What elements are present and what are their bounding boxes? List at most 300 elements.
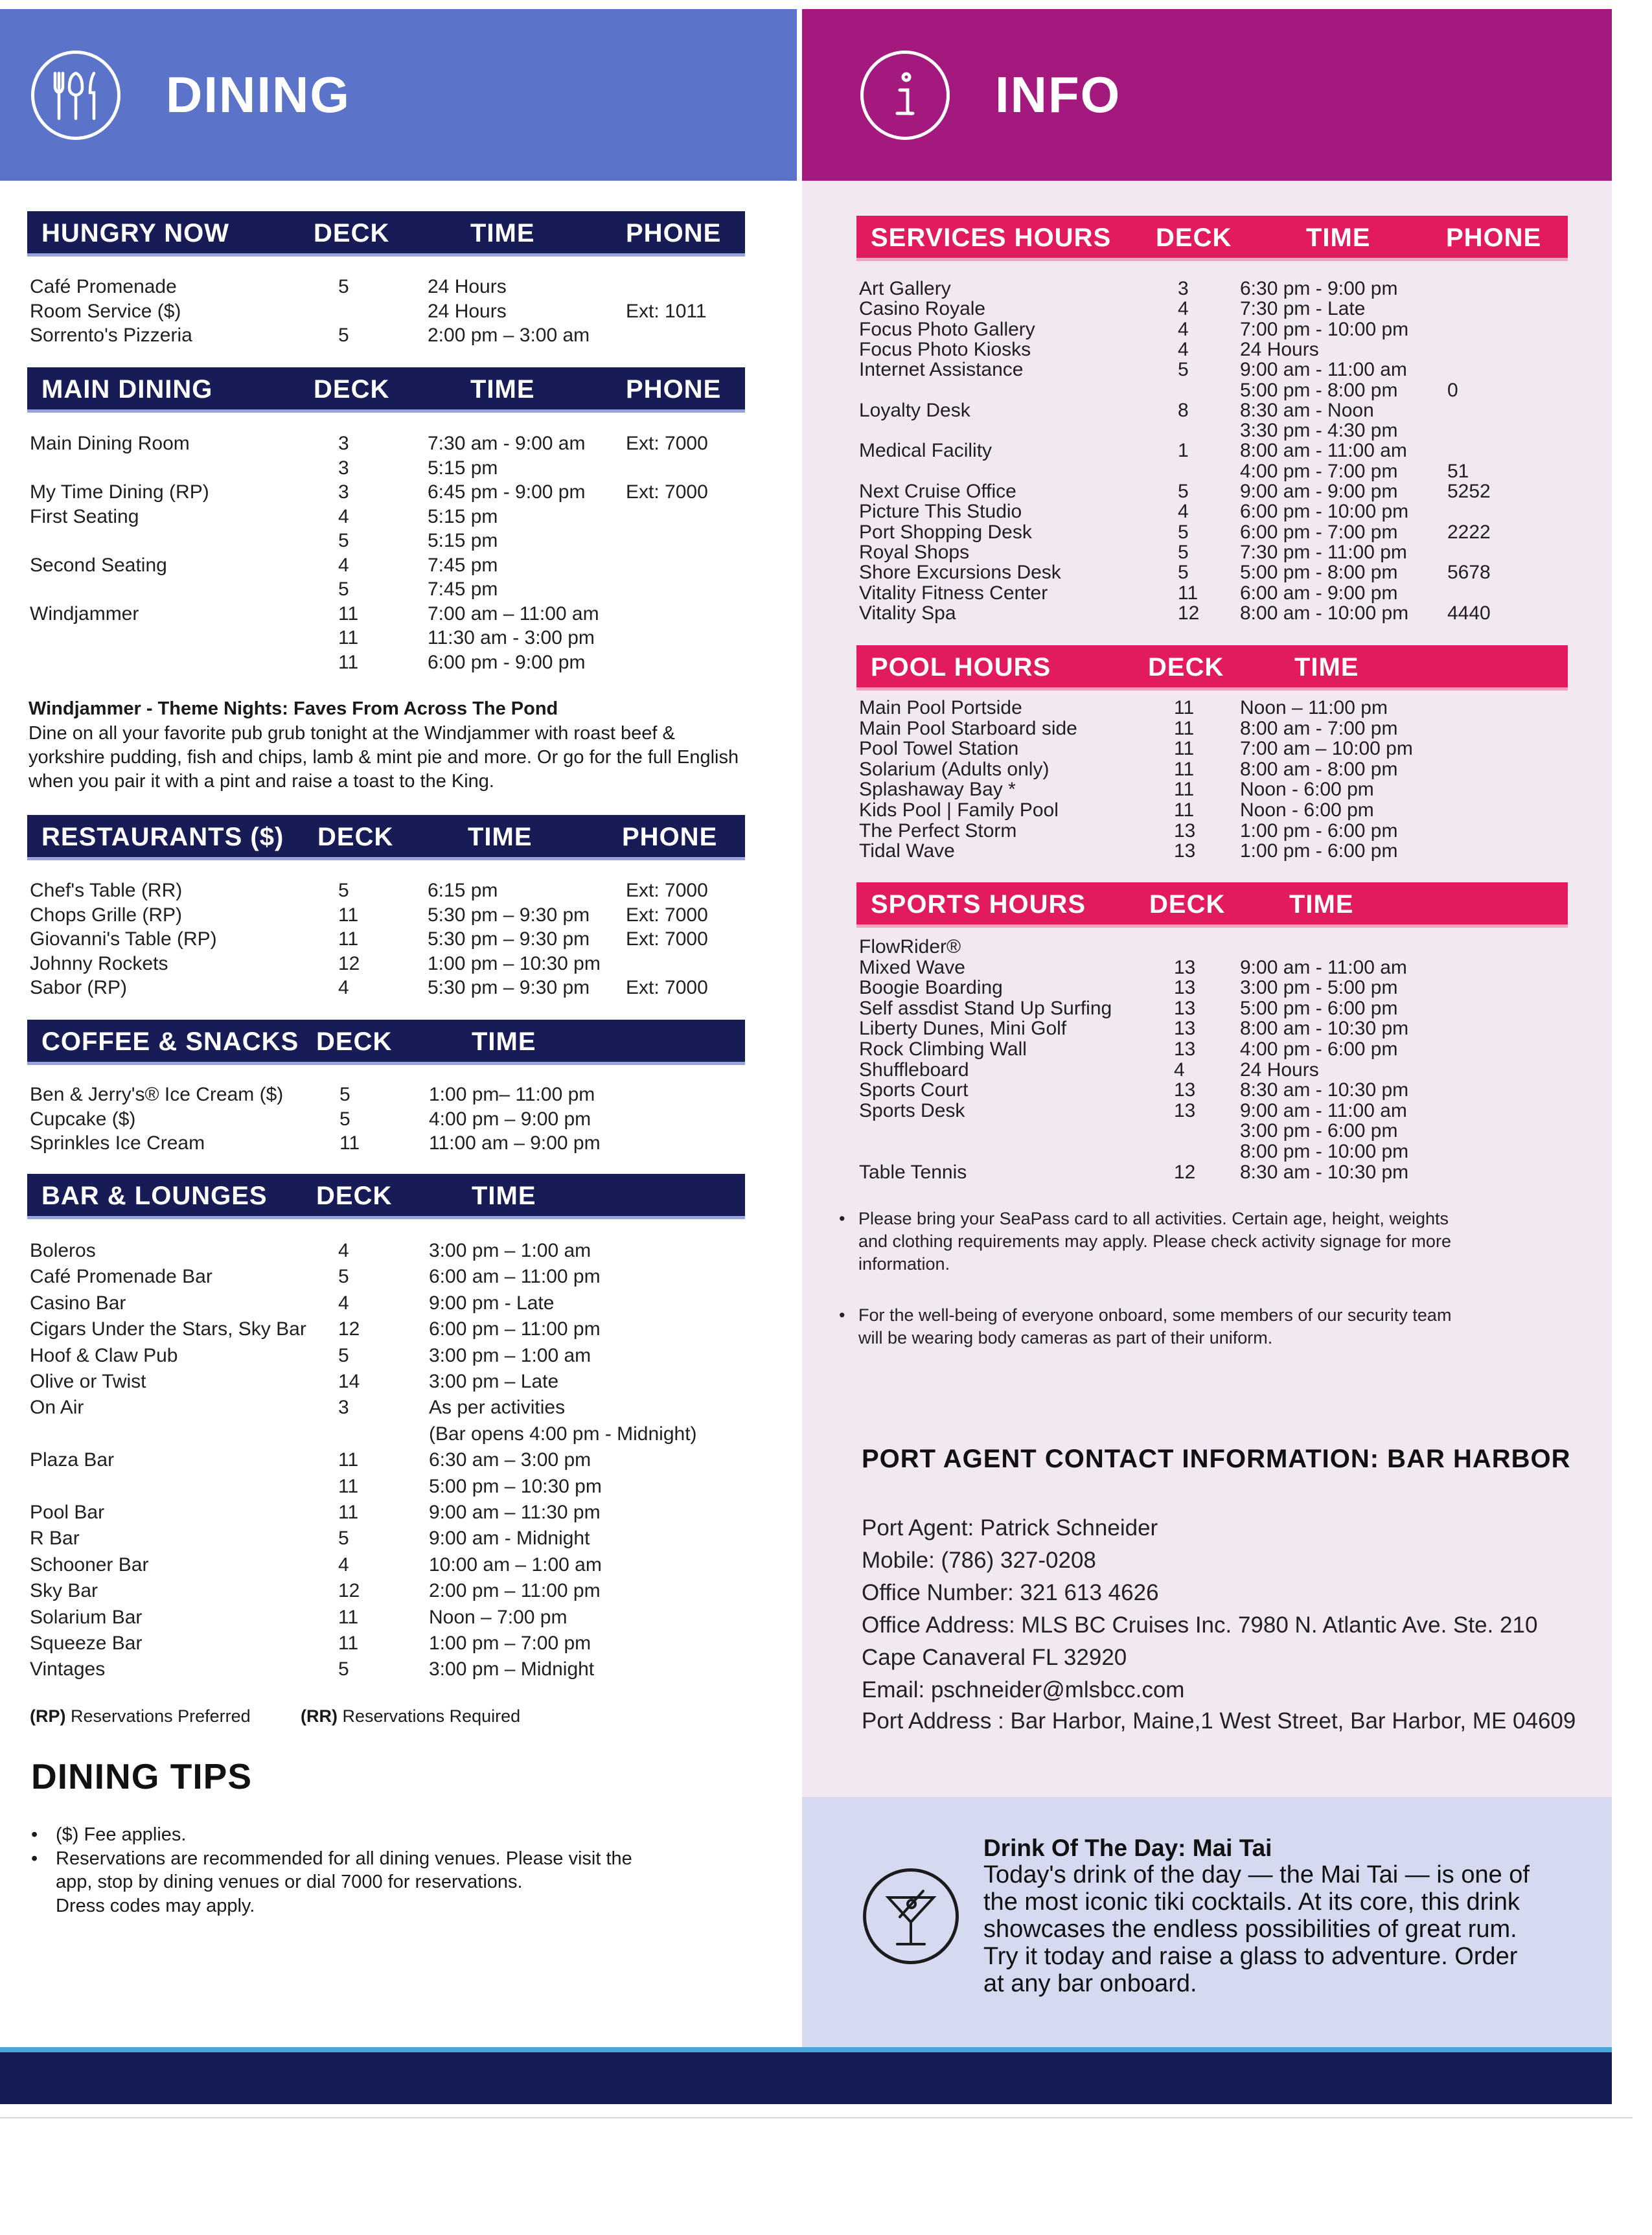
table-cell-time: 1:00 pm – 7:00 pm — [429, 1633, 591, 1654]
table-cell-time: (Bar opens 4:00 pm - Midnight) — [429, 1423, 697, 1445]
table-cell-name: Chef's Table (RR) — [30, 880, 183, 901]
table-cell-time: 8:00 am - 10:30 pm — [1240, 1018, 1409, 1040]
theme-night-line: when you pair it with a pint and raise a toast to the King. — [29, 771, 494, 792]
table-cell-time: 24 Hours — [428, 300, 507, 322]
table-cell-deck: 5 — [1178, 562, 1189, 584]
table-cell-deck: 12 — [338, 952, 360, 974]
port-address: Port Address : Bar Harbor, Maine,1 West Street, Bar Harbor, ME 04609 — [862, 1708, 1576, 1734]
drink-line: Try it today and raise a glass to adventure. Order — [983, 1943, 1518, 1970]
table-cell-name: Medical Facility — [859, 440, 992, 462]
port-agent-email[interactable]: Email: pschneider@mlsbcc.com — [862, 1677, 1185, 1702]
table-cell-time: 6:00 pm - 10:00 pm — [1240, 501, 1409, 523]
table-cell-phone: 0 — [1447, 379, 1458, 401]
table-cell-deck: 11 — [1174, 799, 1195, 821]
table-cell-time: Noon - 6:00 pm — [1240, 779, 1374, 801]
table-cell-deck: 11 — [338, 1606, 359, 1628]
legend-rp-abbr: (RP) — [30, 1706, 66, 1726]
table-cell-time: Noon - 6:00 pm — [1240, 799, 1374, 821]
hungry-now-header — [27, 211, 745, 257]
table-cell-deck: 13 — [1174, 997, 1196, 1019]
port-agent-city: Cape Canaveral FL 32920 — [862, 1645, 1127, 1670]
table-cell-name: Squeeze Bar — [30, 1633, 143, 1654]
col-time: TIME — [1294, 653, 1359, 682]
table-cell-deck: 13 — [1174, 977, 1196, 999]
table-cell-deck: 13 — [1174, 820, 1196, 842]
note-line: For the well-being of everyone onboard, some members of our security team — [858, 1305, 1452, 1325]
table-cell-time: 1:00 pm - 6:00 pm — [1240, 840, 1398, 862]
port-agent-title: PORT AGENT CONTACT INFORMATION: BAR HARBOR — [862, 1445, 1571, 1473]
table-cell-time: 7:30 pm - Late — [1240, 298, 1366, 320]
theme-night-title: Windjammer - Theme Nights: Faves From Across The Pond — [29, 698, 558, 719]
port-agent-office-address: Office Address: MLS BC Cruises Inc. 7980 N. Atlantic Ave. Ste. 210 — [862, 1612, 1538, 1638]
table-cell-time: 6:30 pm - 9:00 pm — [1240, 278, 1398, 299]
table-cell-deck: 13 — [1174, 956, 1196, 978]
table-cell-name: Johnny Rockets — [30, 952, 168, 974]
table-cell-deck: 5 — [338, 1344, 349, 1366]
table-cell-name: Ben & Jerry's® Ice Cream ($) — [30, 1084, 284, 1105]
table-cell-phone: 5252 — [1447, 481, 1491, 502]
table-cell-deck: 5 — [339, 1108, 350, 1130]
table-cell-phone: 5678 — [1447, 562, 1491, 584]
table-cell-deck: 13 — [1174, 1099, 1196, 1121]
table-cell-name: Vintages — [30, 1658, 106, 1680]
col-deck: DECK — [316, 1182, 393, 1210]
table-cell-name: Boogie Boarding — [859, 977, 1003, 999]
table-cell-time: 3:00 pm – Midnight — [429, 1658, 595, 1680]
table-cell-name: Solarium (Adults only) — [859, 758, 1050, 780]
table-cell-time: 5:15 pm — [428, 505, 498, 527]
table-cell-time: 8:00 am - 7:00 pm — [1240, 717, 1398, 739]
table-cell-deck: 8 — [1178, 399, 1189, 421]
table-cell-deck: 3 — [338, 433, 349, 454]
table-cell-name: Sky Bar — [30, 1580, 98, 1602]
table-cell-deck: 4 — [338, 1292, 349, 1314]
table-cell-time: 5:15 pm — [428, 530, 498, 551]
table-cell-name: Art Gallery — [859, 278, 951, 299]
dining-header-band — [0, 9, 797, 181]
table-cell-time: 10:00 am – 1:00 am — [429, 1553, 602, 1576]
table-cell-time: 7:00 am – 11:00 am — [428, 602, 599, 625]
table-cell-deck: 4 — [338, 977, 349, 998]
table-cell-time: 24 Hours — [1240, 1059, 1319, 1081]
table-cell-name: Internet Assistance — [859, 359, 1024, 381]
table-cell-deck: 4 — [1178, 298, 1189, 320]
table-cell-time: 9:00 am - 11:00 am — [1240, 359, 1407, 381]
table-cell-name: Plaza Bar — [30, 1449, 115, 1471]
table-cell-phone: Ext: 7000 — [626, 481, 708, 503]
tip-text: app, stop by dining venues or dial 7000 for reservations. — [56, 1872, 523, 1892]
port-agent-mobile: Mobile: (786) 327-0208 — [862, 1548, 1096, 1573]
col-name: COFFEE & SNACKS — [41, 1027, 299, 1056]
table-cell-deck: 3 — [338, 1397, 349, 1419]
table-cell-name: Schooner Bar — [30, 1553, 149, 1576]
bars-header — [27, 1174, 745, 1219]
table-cell-time: 6:45 pm - 9:00 pm — [428, 481, 586, 503]
table-cell-deck: 5 — [1178, 521, 1189, 543]
dining-title: DINING — [166, 66, 350, 123]
table-cell-deck: 11 — [1174, 738, 1195, 760]
table-cell-deck: 11 — [338, 627, 359, 648]
table-cell-name: First Seating — [30, 505, 139, 527]
table-cell-deck: 12 — [338, 1318, 360, 1340]
table-cell-time: 7:30 am - 9:00 am — [428, 433, 586, 454]
col-time: TIME — [470, 219, 535, 247]
col-deck: DECK — [316, 1027, 393, 1056]
table-cell-time: 1:00 pm– 11:00 pm — [429, 1084, 595, 1105]
table-cell-phone: Ext: 7000 — [626, 904, 708, 926]
table-cell-name: Pool Bar — [30, 1502, 105, 1523]
table-cell-time: 9:00 pm - Late — [429, 1292, 555, 1314]
tip-text: ($) Fee applies. — [56, 1824, 187, 1845]
col-deck: DECK — [1149, 890, 1226, 919]
table-cell-deck: 12 — [1178, 602, 1200, 624]
table-cell-name: Cigars Under the Stars, Sky Bar — [30, 1318, 306, 1340]
table-cell-name: Casino Royale — [859, 298, 986, 320]
table-cell-deck: 11 — [338, 1633, 359, 1654]
col-deck: DECK — [1148, 653, 1224, 682]
table-cell-time: 3:00 pm - 5:00 pm — [1240, 977, 1398, 999]
table-cell-name: R Bar — [30, 1528, 80, 1550]
col-phone: PHONE — [626, 375, 722, 404]
table-cell-deck: 12 — [338, 1580, 360, 1602]
table-cell-deck: 11 — [1174, 758, 1195, 780]
table-cell-deck: 4 — [338, 554, 349, 576]
table-cell-time: 5:15 pm — [428, 457, 498, 479]
table-cell-name: Sprinkles Ice Cream — [30, 1132, 205, 1154]
col-phone: PHONE — [1446, 224, 1542, 252]
table-cell-time: 6:00 pm - 7:00 pm — [1240, 521, 1398, 543]
table-cell-deck: 11 — [338, 1449, 359, 1471]
table-cell-time: 5:30 pm – 9:30 pm — [428, 977, 590, 998]
table-cell-deck: 5 — [338, 880, 349, 901]
drink-description — [983, 1861, 1579, 1997]
pool-header — [856, 645, 1568, 691]
info-header-band — [802, 9, 1612, 181]
table-cell-name: Room Service ($) — [30, 300, 181, 322]
table-cell-name: Cupcake ($) — [30, 1108, 136, 1130]
table-cell-time: 6:00 am – 11:00 pm — [429, 1266, 601, 1288]
table-cell-phone: 51 — [1447, 460, 1469, 482]
table-cell-deck: 5 — [338, 579, 349, 600]
table-cell-time: 4:00 pm – 9:00 pm — [429, 1108, 591, 1130]
table-cell-time: 3:00 pm – 1:00 am — [429, 1344, 591, 1366]
info-icon — [860, 51, 950, 140]
table-cell-deck: 5 — [338, 1266, 349, 1288]
table-cell-time: 9:00 am - Midnight — [429, 1528, 590, 1550]
table-cell-deck: 11 — [338, 928, 359, 950]
table-cell-deck: 11 — [1174, 717, 1195, 739]
table-cell-time: 6:00 pm – 11:00 pm — [429, 1318, 601, 1340]
table-cell-deck: 11 — [338, 602, 359, 625]
table-cell-time: 5:30 pm – 9:30 pm — [428, 928, 590, 950]
table-cell-name: The Perfect Storm — [859, 820, 1017, 842]
theme-night-line: Dine on all your favorite pub grub tonight at the Windjammer with roast beef & — [29, 723, 675, 744]
legend-rr-text: Reservations Required — [342, 1706, 521, 1726]
tip-text: Reservations are recommended for all dining venues. Please visit the — [56, 1848, 632, 1869]
table-cell-phone: 4440 — [1447, 602, 1491, 624]
table-cell-name: Hoof & Claw Pub — [30, 1344, 178, 1366]
table-cell-time: 6:00 pm - 9:00 pm — [428, 651, 586, 673]
table-cell-name: Olive or Twist — [30, 1371, 146, 1392]
table-cell-time: 5:30 pm – 9:30 pm — [428, 904, 590, 926]
table-cell-time: 11:00 am – 9:00 pm — [429, 1132, 601, 1154]
table-cell-time: 3:00 pm – 1:00 am — [429, 1240, 591, 1261]
table-cell-time: 7:00 pm - 10:00 pm — [1240, 318, 1409, 340]
table-cell-deck: 4 — [338, 505, 349, 527]
table-cell-name: Port Shopping Desk — [859, 521, 1032, 543]
drink-line: showcases the endless possibilities of great rum. — [983, 1916, 1517, 1943]
sports-header — [856, 882, 1568, 928]
table-cell-time: 11:30 am - 3:00 pm — [428, 627, 595, 648]
note-line: and clothing requirements may apply. Please check activity signage for more — [858, 1232, 1451, 1251]
note-line: Please bring your SeaPass card to all activities. Certain age, height, weights — [858, 1209, 1449, 1228]
dining-tips-title: DINING TIPS — [31, 1756, 253, 1796]
table-cell-time: Noon – 11:00 pm — [1240, 697, 1388, 718]
table-cell-time: 24 Hours — [1240, 338, 1319, 360]
legend-rp — [30, 1706, 251, 1726]
legend-rr — [301, 1706, 520, 1726]
table-cell-name: Vitality Fitness Center — [859, 582, 1048, 604]
table-cell-name: FlowRider® — [859, 936, 961, 957]
table-cell-time: 5:00 pm - 8:00 pm — [1240, 562, 1398, 584]
col-time: TIME — [470, 375, 535, 404]
table-cell-name: Café Promenade — [30, 276, 177, 297]
col-deck: DECK — [317, 823, 394, 851]
col-deck: DECK — [314, 375, 390, 404]
table-cell-time: 6:00 am - 9:00 pm — [1240, 582, 1398, 604]
port-agent-office-number: Office Number: 321 613 4626 — [862, 1580, 1159, 1605]
table-cell-deck: 4 — [1178, 318, 1189, 340]
table-cell-name: Café Promenade Bar — [30, 1266, 212, 1288]
table-cell-name: Casino Bar — [30, 1292, 126, 1314]
services-header — [856, 216, 1568, 261]
table-cell-deck: 13 — [1174, 840, 1196, 862]
table-cell-time: 8:00 am - 10:00 pm — [1240, 602, 1409, 624]
table-cell-name: Mixed Wave — [859, 956, 965, 978]
table-cell-name: Main Dining Room — [30, 433, 190, 454]
cocktail-icon — [863, 1868, 959, 1964]
table-cell-name: Shuffleboard — [859, 1059, 969, 1081]
table-cell-phone: Ext: 1011 — [626, 300, 707, 322]
table-cell-time: 5:00 pm - 8:00 pm — [1240, 379, 1398, 401]
table-cell-name: Sabor (RP) — [30, 977, 128, 998]
table-cell-deck: 11 — [1174, 697, 1195, 718]
table-cell-time: 8:30 am - 10:30 pm — [1240, 1079, 1409, 1101]
table-cell-deck: 4 — [1178, 338, 1189, 360]
tip-item: • Reservations are recommended for all dining venues. Please visit the — [31, 1848, 632, 1869]
col-time: TIME — [472, 1182, 536, 1210]
table-cell-deck: 4 — [1178, 501, 1189, 523]
drink-line: at any bar onboard. — [983, 1970, 1197, 1997]
table-cell-phone: Ext: 7000 — [626, 880, 708, 901]
table-cell-name: Solarium Bar — [30, 1606, 143, 1628]
col-name: SERVICES HOURS — [871, 224, 1112, 252]
table-cell-deck: 11 — [1178, 582, 1199, 604]
table-cell-name: Rock Climbing Wall — [859, 1038, 1027, 1060]
security-note: • For the well-being of everyone onboard, some members of our security team will be wearing body cameras as part of their uniform. — [858, 1304, 1552, 1349]
table-cell-deck: 11 — [338, 904, 359, 926]
table-cell-time: 24 Hours — [428, 276, 507, 297]
table-cell-time: 9:00 am - 11:00 am — [1240, 956, 1407, 978]
table-cell-deck: 4 — [338, 1553, 349, 1576]
table-cell-name: Pool Towel Station — [859, 738, 1019, 760]
table-cell-name: Next Cruise Office — [859, 481, 1016, 502]
table-cell-deck: 11 — [338, 1475, 359, 1497]
table-cell-deck: 11 — [338, 1502, 359, 1523]
table-cell-deck: 5 — [338, 276, 349, 297]
table-cell-name: Chops Grille (RP) — [30, 904, 183, 926]
col-time: TIME — [1289, 890, 1354, 919]
info-title: INFO — [995, 66, 1121, 123]
tip-item: • ($) Fee applies. — [31, 1824, 187, 1845]
table-cell-time: 9:00 am – 11:30 pm — [429, 1502, 601, 1523]
table-cell-name: Picture This Studio — [859, 501, 1022, 523]
drink-line: the most iconic tiki cocktails. At its core, this drink — [983, 1888, 1520, 1916]
table-cell-name: Self assdist Stand Up Surfing — [859, 997, 1112, 1019]
table-cell-name: Loyalty Desk — [859, 399, 970, 421]
table-cell-time: 8:30 am - 10:30 pm — [1240, 1161, 1409, 1183]
table-cell-deck: 3 — [338, 481, 349, 503]
col-time: TIME — [1306, 224, 1371, 252]
table-cell-deck: 5 — [1178, 359, 1189, 381]
activity-note: • Please bring your SeaPass card to all activities. Certain age, height, weights and clothing requirements may apply. Please check activity signage for more information. — [858, 1208, 1552, 1276]
table-cell-time: 6:30 am – 3:00 pm — [429, 1449, 591, 1471]
table-cell-deck: 13 — [1174, 1018, 1196, 1040]
footer-accent-line — [0, 2047, 1612, 2052]
col-name: HUNGRY NOW — [41, 219, 229, 247]
table-cell-name: Vitality Spa — [859, 602, 956, 624]
table-cell-deck: 3 — [338, 457, 349, 479]
table-cell-name: Splashaway Bay * — [859, 779, 1016, 801]
table-cell-time: 7:30 pm - 11:00 pm — [1240, 541, 1407, 563]
col-time: TIME — [468, 823, 533, 851]
table-cell-deck: 5 — [338, 530, 349, 551]
main-dining-header — [27, 367, 745, 413]
table-cell-time: 3:00 pm – Late — [429, 1371, 559, 1392]
table-cell-time: 9:00 am - 9:00 pm — [1240, 481, 1398, 502]
table-cell-time: 9:00 am - 11:00 am — [1240, 1099, 1407, 1121]
legend-rp-text: Reservations Preferred — [71, 1706, 251, 1726]
table-cell-time: 5:00 pm – 10:30 pm — [429, 1475, 602, 1497]
table-cell-deck: 11 — [338, 651, 359, 673]
table-cell-deck: 1 — [1178, 440, 1189, 462]
theme-night-line: yorkshire pudding, fish and chips, lamb & mint pie and more. Or go for the full English — [29, 747, 739, 768]
tip-text: Dress codes may apply. — [56, 1896, 255, 1916]
col-time: TIME — [472, 1027, 536, 1056]
table-cell-time: 2:00 pm – 11:00 pm — [429, 1580, 601, 1602]
table-cell-deck: 5 — [338, 1658, 349, 1680]
note-line: information. — [858, 1254, 950, 1274]
table-cell-time: 2:00 pm – 3:00 am — [428, 325, 590, 346]
table-cell-time: 6:15 pm — [428, 880, 498, 901]
table-cell-name: Second Seating — [30, 554, 167, 576]
page-rule — [0, 2117, 1633, 2118]
table-cell-name: Sports Court — [859, 1079, 969, 1101]
table-cell-deck: 5 — [338, 1528, 349, 1550]
col-phone: PHONE — [622, 823, 718, 851]
table-cell-time: Noon – 7:00 pm — [429, 1606, 568, 1628]
table-cell-time: 5:00 pm - 6:00 pm — [1240, 997, 1398, 1019]
col-name: BAR & LOUNGES — [41, 1182, 268, 1210]
table-cell-phone: Ext: 7000 — [626, 928, 708, 950]
table-cell-time: 7:45 pm — [428, 579, 498, 600]
table-cell-name: My Time Dining (RP) — [30, 481, 209, 503]
col-phone: PHONE — [626, 219, 722, 247]
col-name: MAIN DINING — [41, 375, 213, 404]
table-cell-deck: 13 — [1174, 1038, 1196, 1060]
table-cell-name: Table Tennis — [859, 1161, 967, 1183]
col-name: SPORTS HOURS — [871, 890, 1086, 919]
table-cell-deck: 11 — [1174, 779, 1195, 801]
table-cell-time: 7:45 pm — [428, 554, 498, 576]
table-cell-phone: 2222 — [1447, 521, 1491, 543]
table-cell-name: Boleros — [30, 1240, 96, 1261]
table-cell-time: 4:00 pm - 7:00 pm — [1240, 460, 1398, 482]
table-cell-name: Giovanni's Table (RP) — [30, 928, 217, 950]
table-cell-time: 7:00 am – 10:00 pm — [1240, 738, 1413, 760]
coffee-header — [27, 1020, 745, 1065]
table-cell-name: On Air — [30, 1397, 84, 1419]
table-cell-name: Shore Excursions Desk — [859, 562, 1061, 584]
table-cell-deck: 5 — [338, 325, 349, 346]
table-cell-time: 1:00 pm – 10:30 pm — [428, 952, 601, 974]
table-cell-time: 3:00 pm - 6:00 pm — [1240, 1120, 1398, 1142]
footer-bar — [0, 2052, 1612, 2104]
table-cell-name: Main Pool Starboard side — [859, 717, 1077, 739]
table-cell-deck: 13 — [1174, 1079, 1196, 1101]
col-deck: DECK — [1156, 224, 1232, 252]
utensils-icon — [31, 51, 120, 140]
table-cell-deck: 5 — [1178, 481, 1189, 502]
table-cell-name: Kids Pool | Family Pool — [859, 799, 1059, 821]
table-cell-phone: Ext: 7000 — [626, 977, 708, 998]
table-cell-time: 8:00 am - 11:00 am — [1240, 440, 1407, 462]
table-cell-deck: 12 — [1174, 1161, 1196, 1183]
table-cell-time: 3:30 pm - 4:30 pm — [1240, 420, 1398, 442]
table-cell-time: As per activities — [429, 1397, 566, 1419]
table-cell-deck: 5 — [1178, 541, 1189, 563]
table-cell-deck: 4 — [338, 1240, 349, 1261]
restaurants-header — [27, 815, 745, 860]
table-cell-deck: 14 — [338, 1371, 360, 1392]
col-deck: DECK — [314, 219, 390, 247]
table-cell-time: 1:00 pm - 6:00 pm — [1240, 820, 1398, 842]
table-cell-name: Liberty Dunes, Mini Golf — [859, 1018, 1067, 1040]
drink-title: Drink Of The Day: Mai Tai — [983, 1835, 1272, 1861]
table-cell-deck: 5 — [339, 1084, 350, 1105]
table-cell-name: Focus Photo Kiosks — [859, 338, 1031, 360]
port-agent-name: Port Agent: Patrick Schneider — [862, 1515, 1158, 1541]
table-cell-name: Royal Shops — [859, 541, 970, 563]
table-cell-time: 4:00 pm - 6:00 pm — [1240, 1038, 1398, 1060]
table-cell-name: Tidal Wave — [859, 840, 955, 862]
table-cell-deck: 4 — [1174, 1059, 1185, 1081]
table-cell-time: 8:00 pm - 10:00 pm — [1240, 1141, 1409, 1162]
table-cell-name: Sports Desk — [859, 1099, 965, 1121]
table-cell-deck: 11 — [339, 1132, 360, 1154]
table-cell-time: 8:00 am - 8:00 pm — [1240, 758, 1398, 780]
note-line: will be wearing body cameras as part of their uniform. — [858, 1328, 1273, 1347]
col-name: POOL HOURS — [871, 653, 1051, 682]
table-cell-name: Windjammer — [30, 602, 139, 625]
table-cell-name: Sorrento's Pizzeria — [30, 325, 192, 346]
table-cell-name: Main Pool Portside — [859, 697, 1022, 718]
legend-rr-abbr: (RR) — [301, 1706, 338, 1726]
table-cell-name: Focus Photo Gallery — [859, 318, 1035, 340]
table-cell-time: 8:30 am - Noon — [1240, 399, 1374, 421]
table-cell-deck: 3 — [1178, 278, 1189, 299]
col-name: RESTAURANTS ($) — [41, 823, 284, 851]
